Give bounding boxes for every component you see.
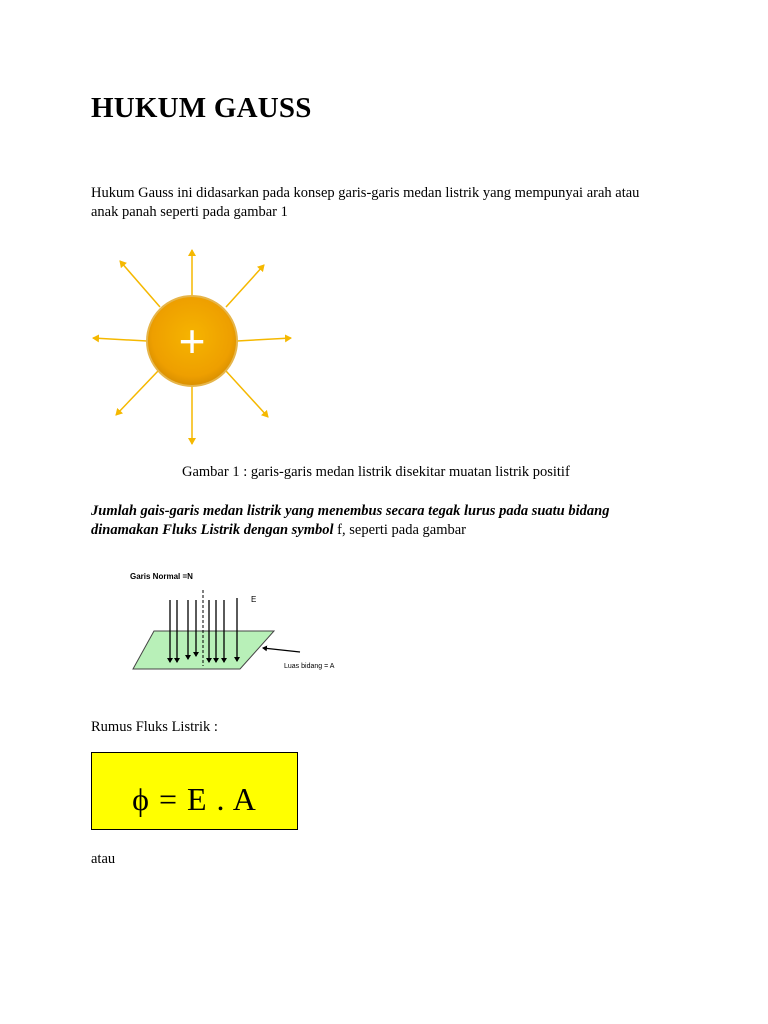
definition-line-1 xyxy=(91,502,691,520)
field-line-ne xyxy=(226,265,264,307)
field-line-sw xyxy=(116,371,158,415)
field-line-nw xyxy=(120,261,160,307)
formula-box xyxy=(91,752,298,830)
plus-symbol: + xyxy=(178,315,206,367)
area-pointer-arrow xyxy=(263,648,300,652)
formula-heading: Rumus Fluks Listrik : xyxy=(91,719,218,735)
definition-line-1-text: Jumlah gais-garis medan listrik yang menembus secara tegak lurus pada suatu bidang xyxy=(91,503,610,519)
definition-line-2-bold: dinamakan Fluks Listrik dengan symbol xyxy=(91,522,334,538)
definition-line-2 xyxy=(91,521,691,539)
figure1-caption: Gambar 1 : garis-garis medan listrik disekitar muatan listrik positif xyxy=(182,464,570,480)
label-area: Luas bidang = A xyxy=(284,663,335,670)
label-field: E xyxy=(251,595,257,604)
field-line-w xyxy=(93,338,147,341)
document-title: HUKUM GAUSS xyxy=(91,92,312,124)
intro-line-1: Hukum Gauss ini didasarkan pada konsep garis-garis medan listrik yang mempunyai arah atau xyxy=(91,185,640,201)
figure-flux-plane xyxy=(128,568,363,678)
label-normal: Garis Normal =N xyxy=(130,572,193,581)
atau-text: atau xyxy=(91,851,116,867)
definition-line-2-normal: f, seperti pada gambar xyxy=(333,522,466,538)
formula-text: ϕ = E . A xyxy=(132,781,257,817)
intro-line-2: anak panah seperti pada gambar 1 xyxy=(91,204,288,220)
field-line-e xyxy=(237,338,291,341)
field-line-se xyxy=(226,371,268,417)
figure-positive-charge xyxy=(88,245,298,450)
